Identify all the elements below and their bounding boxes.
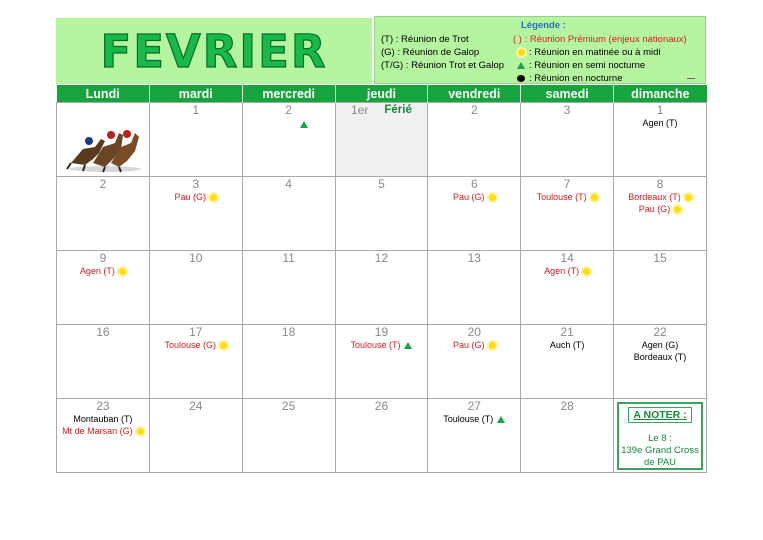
- day-number: 1: [656, 103, 664, 117]
- day-cell: [521, 251, 614, 325]
- day-number: 1er: [351, 103, 369, 117]
- race-meeting: Auch (T): [549, 340, 585, 350]
- day-cell: [242, 325, 335, 399]
- day-cell: [242, 177, 335, 251]
- day-number: 18: [281, 325, 296, 339]
- weekday-samedi: samedi: [521, 85, 614, 103]
- legend-types: [381, 33, 504, 72]
- weekday-lundi: Lundi: [57, 85, 150, 103]
- race-meeting: Bordeaux (T): [614, 191, 706, 203]
- sun-icon: [518, 49, 525, 56]
- weekday-mardi: mardi: [149, 85, 242, 103]
- day-number: 15: [653, 251, 667, 265]
- day-cell: [335, 251, 428, 325]
- race-meeting: Toulouse (T): [336, 339, 428, 351]
- legend-mark: [687, 78, 695, 79]
- weekday-jeudi: jeudi: [335, 85, 428, 103]
- legend-night: : Réunion en nocturne: [513, 72, 687, 85]
- day-cell: [428, 251, 521, 325]
- race-meeting: Agen (T): [642, 118, 678, 128]
- day-number: 11: [282, 251, 295, 265]
- day-number: 19: [374, 325, 389, 339]
- day-number: 7: [563, 177, 571, 191]
- day-cell-holiday: [335, 103, 428, 177]
- day-number: 3: [192, 177, 200, 191]
- race-meeting: Pau (G): [150, 191, 242, 203]
- sun-icon: [489, 342, 496, 349]
- day-cell-image: [57, 103, 150, 177]
- day-number: 6: [470, 177, 478, 191]
- race-meeting: Pau (G): [428, 339, 520, 351]
- day-cell: [149, 177, 242, 251]
- race-meeting: Pau (G): [614, 203, 706, 215]
- semi-night-triangle-icon: [300, 121, 308, 128]
- black-dot-icon: [517, 75, 525, 82]
- day-cell: [614, 251, 707, 325]
- day-number: 17: [189, 325, 203, 339]
- day-number: 4: [285, 177, 292, 191]
- day-number: 16: [96, 325, 110, 339]
- weekday-dimanche: dimanche: [614, 85, 707, 103]
- day-cell: [57, 399, 150, 473]
- day-cell: [521, 103, 614, 177]
- triangle-icon: [517, 62, 525, 69]
- race-meeting: Agen (G): [641, 340, 679, 350]
- day-cell: [614, 103, 707, 177]
- sun-icon: [489, 194, 496, 201]
- legend-morning: : Réunion en matinée ou à midi: [513, 46, 687, 59]
- day-number: 8: [656, 177, 664, 191]
- sun-icon: [137, 428, 144, 435]
- day-cell: [149, 325, 242, 399]
- semi-night-triangle-icon: [404, 342, 412, 349]
- day-number: 26: [374, 399, 389, 413]
- week-row: [57, 103, 707, 177]
- legend-premium: ( ) : Réunion Prémium (enjeux nationaux): [513, 34, 687, 45]
- note-title: A NOTER :: [628, 407, 691, 423]
- race-meeting: Agen (T): [57, 265, 149, 277]
- day-cell: [57, 325, 150, 399]
- day-cell: [149, 251, 242, 325]
- day-cell: [57, 251, 150, 325]
- day-cell: [521, 325, 614, 399]
- sun-icon: [583, 268, 590, 275]
- day-cell: [428, 103, 521, 177]
- day-number: 27: [467, 399, 481, 413]
- semi-night-triangle-icon: [497, 416, 505, 423]
- day-number: 9: [99, 251, 107, 265]
- legend-trot-galop: (T/G) : Réunion Trot et Galop: [381, 60, 505, 71]
- week-row: [57, 399, 707, 473]
- sun-icon: [220, 342, 227, 349]
- legend-box: [374, 16, 706, 84]
- day-number: 22: [653, 325, 667, 339]
- day-number: 2: [99, 177, 107, 191]
- race-meeting: Toulouse (T): [521, 191, 613, 203]
- day-number: 13: [467, 251, 481, 265]
- note-text: Le 8 : 139e Grand Cross de PAU: [621, 433, 699, 468]
- day-number: 20: [467, 325, 481, 339]
- day-cell: [335, 177, 428, 251]
- day-cell: [614, 325, 707, 399]
- legend-trot: (T) : Réunion de Trot: [381, 34, 469, 45]
- day-number: 14: [560, 251, 574, 265]
- race-meeting: Montauban (T): [73, 414, 133, 424]
- week-row: [57, 177, 707, 251]
- race-meeting: Pau (G): [428, 191, 520, 203]
- day-cell: [57, 177, 150, 251]
- sun-icon: [119, 268, 126, 275]
- day-cell: [335, 399, 428, 473]
- race-meeting: Mt de Marsan (G): [57, 425, 149, 437]
- day-cell: [242, 103, 335, 177]
- week-row: [57, 325, 707, 399]
- horse-race-illustration: [65, 119, 143, 173]
- day-cell: [521, 177, 614, 251]
- day-number: 3: [563, 103, 571, 117]
- weekday-mercredi: mercredi: [242, 85, 335, 103]
- legend-heading: Légende :: [521, 20, 566, 31]
- day-number: 2: [470, 103, 478, 117]
- day-cell: [521, 399, 614, 473]
- weekday-header: [57, 85, 707, 103]
- day-cell: [335, 325, 428, 399]
- day-number: 21: [560, 325, 574, 339]
- holiday-label: Férié: [384, 104, 412, 116]
- sun-icon: [685, 194, 692, 201]
- sun-icon: [674, 206, 681, 213]
- day-number: 23: [96, 399, 110, 413]
- day-number: 12: [374, 251, 389, 265]
- day-number: 24: [189, 399, 203, 413]
- calendar-grid: [56, 85, 707, 473]
- day-cell: [149, 103, 242, 177]
- day-cell: [614, 177, 707, 251]
- day-cell: [242, 251, 335, 325]
- month-title: FEVRIER: [100, 24, 328, 78]
- day-cell: [428, 325, 521, 399]
- legend-galop: (G) : Réunion de Galop: [381, 47, 480, 58]
- race-meeting: Agen (T): [521, 265, 613, 277]
- note-box: [617, 402, 703, 470]
- sun-icon: [591, 194, 598, 201]
- legend-symbols: [513, 33, 687, 85]
- day-cell: [428, 177, 521, 251]
- day-number: 10: [189, 251, 203, 265]
- title-banner: [56, 18, 372, 84]
- day-cell: [242, 399, 335, 473]
- day-cell-note: [614, 399, 707, 473]
- day-cell: [428, 399, 521, 473]
- sun-icon: [210, 194, 217, 201]
- day-number: 5: [378, 177, 385, 191]
- legend-semi-night: : Réunion en semi nocturne: [513, 59, 687, 72]
- race-meeting: Bordeaux (T): [633, 352, 687, 362]
- day-number: 25: [281, 399, 296, 413]
- day-number: 28: [560, 399, 574, 413]
- race-meeting: Toulouse (G): [150, 339, 242, 351]
- day-cell: [149, 399, 242, 473]
- race-meeting: Toulouse (T): [428, 413, 520, 425]
- day-number: 2: [285, 103, 292, 117]
- day-number: 1: [192, 103, 200, 117]
- weekday-vendredi: vendredi: [428, 85, 521, 103]
- week-row: [57, 251, 707, 325]
